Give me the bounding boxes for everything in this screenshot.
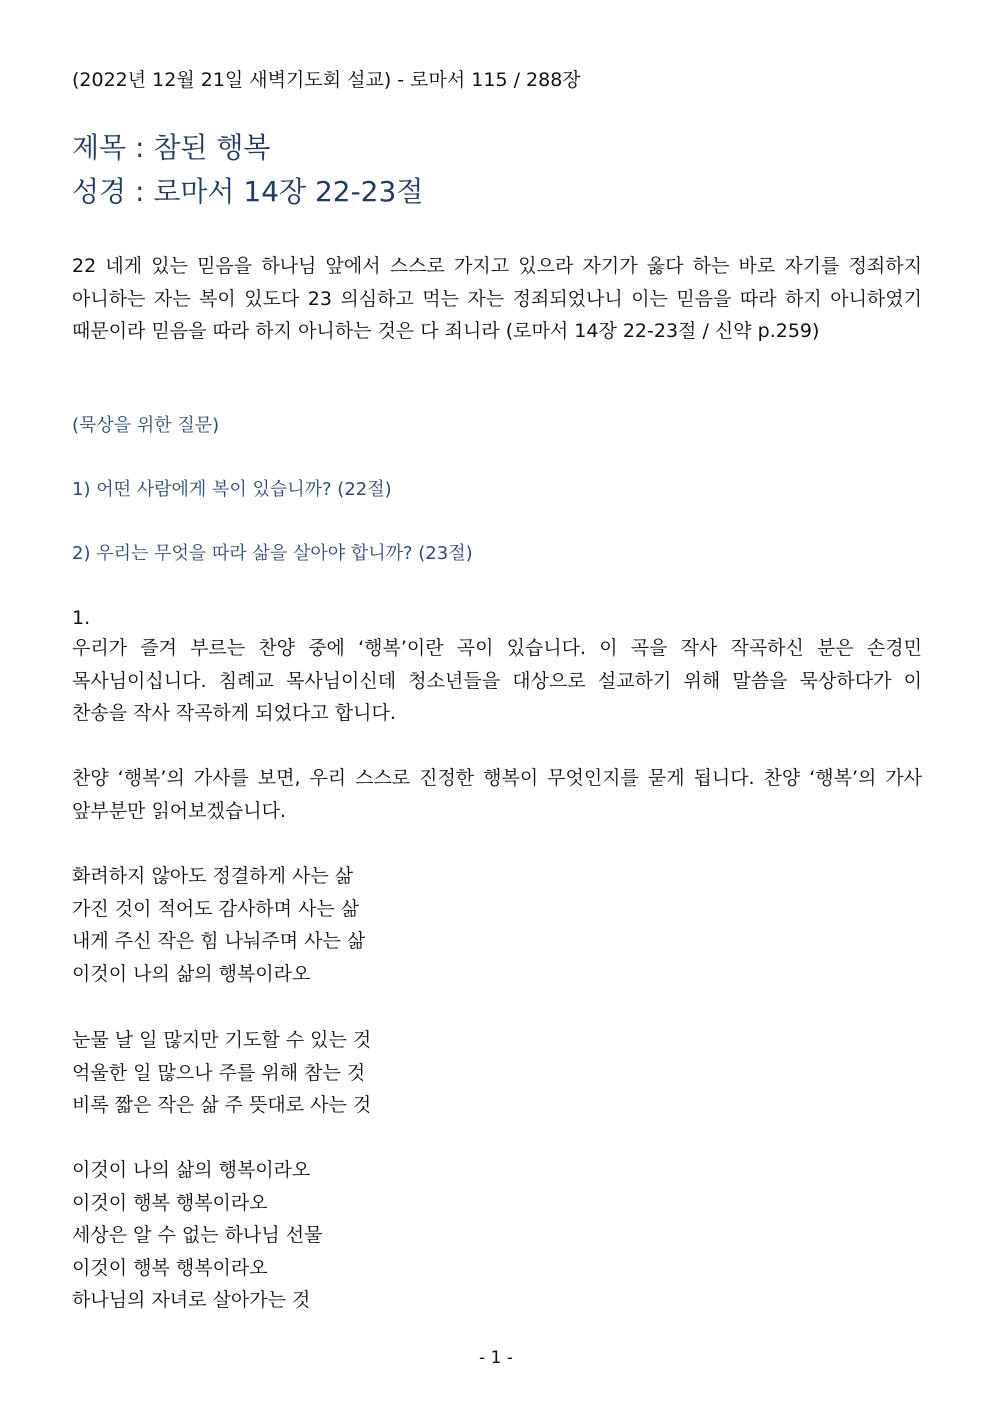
sermon-title: 제목 : 참된 행복 <box>72 131 271 164</box>
lyric-line: 눈물 날 일 많지만 기도할 수 있는 것 <box>72 1029 372 1051</box>
lyric-line: 이것이 행복 행복이라오 <box>72 1191 268 1214</box>
page-number: - 1 - <box>479 1348 513 1368</box>
lyrics-stanza <box>72 1154 322 1317</box>
lyric-line: 세상은 알 수 없는 하나님 선물 <box>72 1224 323 1246</box>
scripture-text: 22 네게 있는 믿음을 하나님 앞에서 스스로 가지고 있으라 자기가 옳다 하는 바로 자기를 정죄하지 아니하는 자는 복이 있도다 23 의심하고 먹는 자는 정죄되었나니 이는 믿음을 따라 하지 아니하였기 때문이라 믿음을 따라 하지 아니하는 것은 다 죄니라 (로마서 14장 22-23절 / 신약 p.259) <box>72 255 922 342</box>
lyrics-stanza <box>72 1024 371 1122</box>
body-paragraph: 우리가 즐겨 부르는 찬양 중에 ‘행복’이란 곡이 있습니다. 이 곡을 작사 작곡하신 분은 손경민 목사님이십니다. 침례교 목사님이신데 청소년들을 대상으로 설교하기 위해 말씀을 묵상하다가 이 찬송을 작사 작곡하게 되었다고 합니다. <box>72 637 922 724</box>
lyric-line: 억울한 일 많으나 주를 위해 참는 것 <box>72 1061 366 1084</box>
lyric-line: 이것이 나의 삶의 행복이라오 <box>72 1159 311 1181</box>
sermon-header: (2022년 12월 21일 새벽기도회 설교) - 로마서 115 / 288장 <box>72 69 581 91</box>
lyric-line: 내게 주신 작은 힘 나눠주며 사는 삶 <box>72 930 366 952</box>
meditation-question: 1) 어떤 사람에게 복이 있습니까? (22절) <box>72 479 392 500</box>
section-number: 1. <box>72 607 91 629</box>
lyrics-stanza <box>72 860 365 990</box>
body-paragraph: 찬양 ‘행복’의 가사를 보면, 우리 스스로 진정한 행복이 무엇인지를 묻게 됩니다. 찬양 ‘행복’의 가사 앞부분만 읽어보겠습니다. <box>72 767 922 822</box>
lyric-line: 가진 것이 적어도 감사하며 사는 삶 <box>72 897 360 920</box>
lyric-line: 화려하지 않아도 정결하게 사는 삶 <box>72 865 354 887</box>
lyric-line: 이것이 행복 행복이라오 <box>72 1256 268 1279</box>
lyric-line: 하나님의 자녀로 살아가는 것 <box>72 1289 311 1311</box>
meditation-heading: (묵상을 위한 질문) <box>72 415 220 436</box>
lyric-line: 비록 짧은 작은 삶 주 뜻대로 사는 것 <box>72 1094 372 1116</box>
scripture-reference: 성경 : 로마서 14장 22-23절 <box>72 175 424 208</box>
meditation-question: 2) 우리는 무엇을 따라 삶을 살아야 합니까? (23절) <box>72 543 473 564</box>
lyric-line: 이것이 나의 삶의 행복이라오 <box>72 962 311 985</box>
